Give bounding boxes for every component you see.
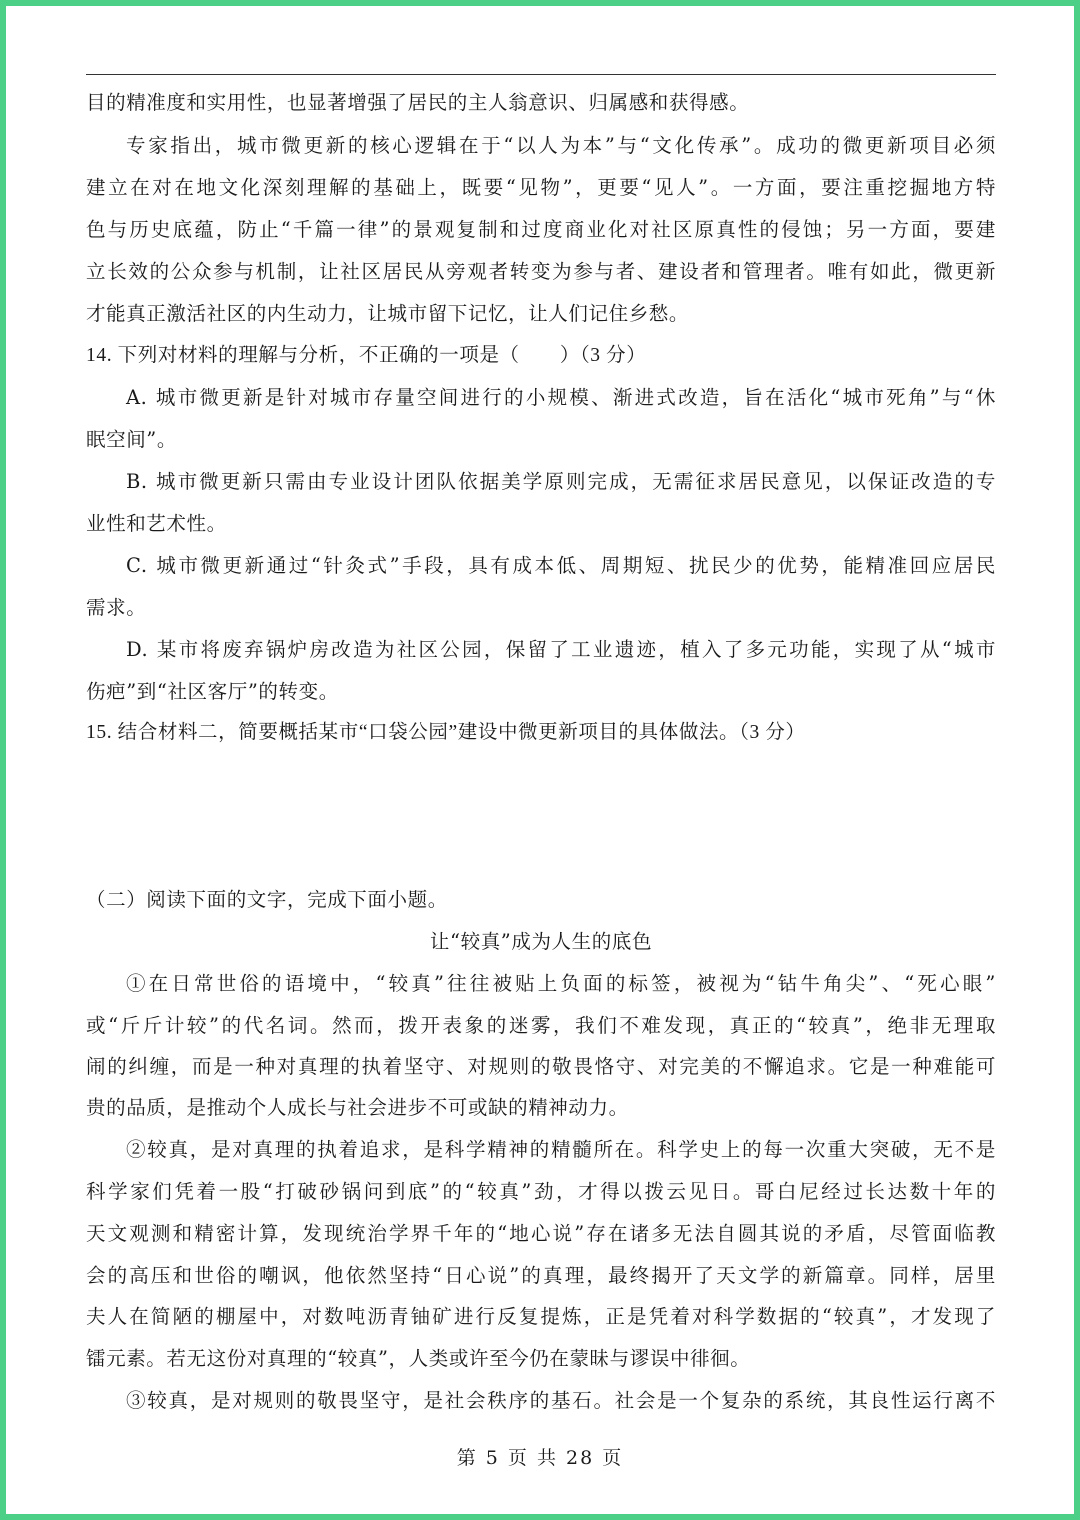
text-line: 或“斤斤计较”的代名词。然而，拨开表象的迷雾，我们不难发现，真正的“较真”，绝非无理取 — [86, 1014, 996, 1037]
question-14: 14. 下列对材料的理解与分析，不正确的一项是（ ）（3 分） — [86, 345, 647, 366]
paragraph-1: ①在日常世俗的语境中，“较真”往往被贴上负面的标签，被视为“钻牛角尖”、“死心眼” — [126, 972, 996, 995]
paragraph-3: ③较真，是对规则的敬畏坚守，是社会秩序的基石。社会是一个复杂的系统，其良性运行离不 — [126, 1389, 996, 1412]
option-d-cont: 伤疤”到“社区客厅”的转变。 — [86, 680, 339, 703]
text-line: 闹的纠缠，而是一种对真理的执着坚守、对规则的敬畏恪守、对完美的不懈追求。它是一种难能可 — [86, 1055, 996, 1078]
text-line: 夫人在简陋的棚屋中，对数吨沥青铀矿进行反复提炼，正是凭着对科学数据的“较真”，才发现了 — [86, 1305, 996, 1328]
text-line: 目的精准度和实用性，也显著增强了居民的主人翁意识、归属感和获得感。 — [86, 91, 750, 114]
text-line: 专家指出，城市微更新的核心逻辑在于“以人为本”与“文化传承”。成功的微更新项目必须 — [126, 134, 996, 157]
text-line: 色与历史底蕴，防止“千篇一律”的景观复制和过度商业化对社区原真性的侵蚀；另一方面，要建 — [86, 218, 996, 241]
option-c: C. 城市微更新通过“针灸式”手段，具有成本低、周期短、扰民少的优势，能精准回应居民 — [126, 554, 996, 577]
header-rule — [86, 74, 996, 75]
section-heading: （二）阅读下面的文字，完成下面小题。 — [86, 888, 448, 911]
option-b: B. 城市微更新只需由专业设计团队依据美学原则完成，无需征求居民意见，以保证改造的专 — [126, 470, 996, 493]
option-a-cont: 眠空间”。 — [86, 428, 177, 451]
option-a: A. 城市微更新是针对城市存量空间进行的小规模、渐进式改造，旨在活化“城市死角”与“休 — [126, 386, 996, 409]
page-footer: 第 5 页 共 28 页 — [456, 1447, 624, 1469]
text-line: 才能真正激活社区的内生动力，让城市留下记忆，让人们记住乡愁。 — [86, 302, 690, 325]
question-15: 15. 结合材料二，简要概括某市“口袋公园”建设中微更新项目的具体做法。（3 分） — [86, 722, 806, 743]
text-line: 立长效的公众参与机制，让社区居民从旁观者转变为参与者、建设者和管理者。唯有如此，微更新 — [86, 260, 996, 283]
option-b-cont: 业性和艺术性。 — [86, 512, 227, 535]
text-line: 镭元素。若无这份对真理的“较真”，人类或许至今仍在蒙昧与谬误中徘徊。 — [86, 1347, 751, 1370]
article-title: 让“较真”成为人生的底色 — [429, 930, 653, 953]
text-line: 建立在对在地文化深刻理解的基础上，既要“见物”，更要“见人”。一方面，要注重挖掘地方特 — [86, 176, 996, 199]
option-d: D. 某市将废弃锅炉房改造为社区公园，保留了工业遗迹，植入了多元功能，实现了从“城市 — [126, 638, 996, 661]
text-line: 会的高压和世俗的嘲讽，他依然坚持“日心说”的真理，最终揭开了天文学的新篇章。同样，居里 — [86, 1264, 996, 1287]
text-line: 贵的品质，是推动个人成长与社会进步不可或缺的精神动力。 — [86, 1096, 629, 1119]
text-line: 科学家们凭着一股“打破砂锅问到底”的“较真”劲，才得以拨云见日。哥白尼经过长达数十年的 — [86, 1180, 996, 1203]
text-line: 天文观测和精密计算，发现统治学界千年的“地心说”存在诸多无法自圆其说的矛盾，尽管面临教 — [86, 1222, 996, 1245]
paragraph-2: ②较真，是对真理的执着追求，是科学精神的精髓所在。科学史上的每一次重大突破，无不是 — [126, 1138, 996, 1161]
option-c-cont: 需求。 — [86, 596, 147, 619]
